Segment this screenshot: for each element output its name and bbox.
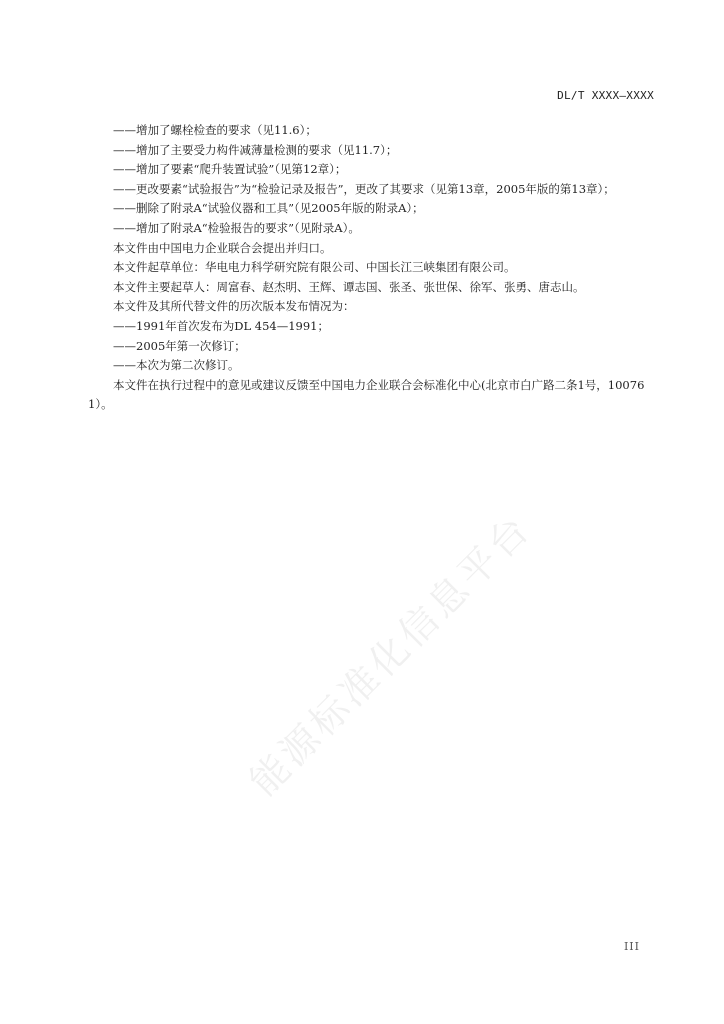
document-body: [88, 121, 658, 415]
feedback-contact: 本文件在执行过程中的意见或建议反馈至中国电力企业联合会标准化中心(北京市白广路二条1号，100761）。: [88, 377, 645, 412]
change-item: ——更改要素“试验报告”为“检验记录及报告”，更改了其要求（见第13章，2005年版的第13章）；: [113, 181, 615, 196]
page-number: III: [623, 940, 640, 953]
standard-code-header: DL/T XXXX—XXXX: [557, 89, 654, 102]
version-history-item: ——2005年第一次修订；: [113, 338, 246, 353]
change-item: ——删除了附录A“试验仪器和工具”（见2005年版的附录A）；: [113, 201, 424, 216]
version-history-intro: 本文件及其所代替文件的历次版本发布情况为：: [113, 299, 355, 314]
proposing-organization: 本文件由中国电力企业联合会提出并归口。: [113, 240, 332, 255]
drafting-units: 本文件起草单位：华电电力科学研究院有限公司、中国长江三峡集团有限公司。: [113, 260, 516, 275]
change-item: ——增加了主要受力构件减薄量检测的要求（见11.7）；: [113, 142, 398, 157]
drafters: 本文件主要起草人：周富春、赵杰明、王辉、谭志国、张圣、张世保、徐军、张勇、唐志山。: [113, 279, 585, 294]
watermark-text: 能源标准化信息平台: [241, 505, 540, 805]
change-item: ——增加了附录A“检验报告的要求”（见附录A）。: [113, 220, 360, 235]
change-item: ——增加了螺栓检查的要求（见11.6）；: [113, 123, 317, 137]
version-history-item: ——1991年首次发布为DL 454—1991；: [113, 318, 329, 333]
change-item: ——增加了要素“爬升装置试验”（见第12章）；: [113, 162, 347, 177]
version-history-item: ——本次为第二次修订。: [113, 358, 240, 373]
